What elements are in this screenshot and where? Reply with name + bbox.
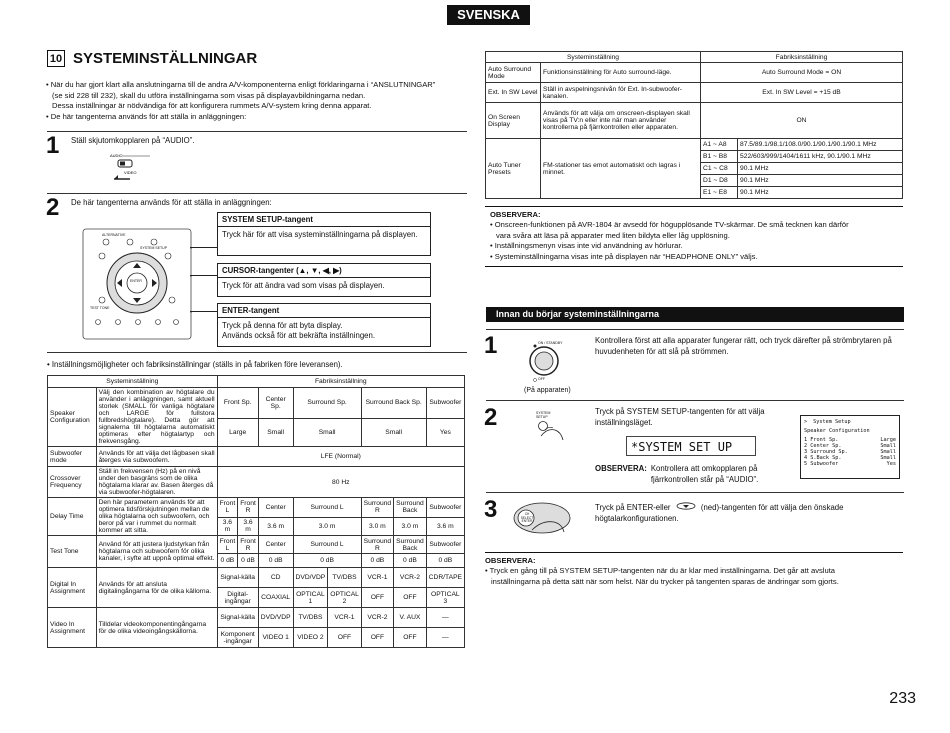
cell: 0 dB (426, 554, 464, 568)
table-row (48, 388, 465, 419)
cell: VIDEO 1 (258, 628, 293, 648)
step-text: Kontrollera först att alla apparater fungerar rätt, och tryck därefter på strömbrytaren på huvudenheten för att slå på strömmen. (595, 336, 892, 356)
observera-box (485, 206, 903, 267)
remote-label: SYSTEM SETUP (140, 246, 168, 250)
row-header: Signal-källa (217, 568, 258, 588)
remote-label: TEST TONE (90, 306, 110, 310)
leader-line (190, 311, 218, 312)
cursor-keys-box (217, 263, 431, 297)
cell: — (426, 628, 464, 648)
col-header: Front Sp. (217, 388, 258, 419)
section-title-text: SYSTEMINSTÄLLNINGAR (73, 50, 258, 67)
setting-desc: Tilldelar videokomponentingångarna för de olika videoingångskällorna. (96, 608, 217, 648)
cell: Large (217, 418, 258, 446)
cell: B1 ~ B8 (701, 151, 738, 163)
col-header: Center Sp. (258, 388, 293, 419)
observera-title: OBSERVERA: (490, 210, 541, 219)
setting-desc: Välj den kombination av högtalare du använder i anläggningen, samt aktuell storlek (SMALL för vanliga högtalare och LARGE för fullstora fullbredshögtalare). Detta gör att signalerna till högtalarna automatiskt optimeras efter högtalartyp och frekvensgång. (96, 388, 217, 447)
osd-item: 3 Surround Sp. (804, 449, 848, 455)
step-text-part: Tryck på ENTER-eller (595, 502, 671, 512)
table-header: Systeminställning (48, 376, 218, 388)
col-header: Subwoofer (426, 536, 464, 554)
step-text-part: (ned)-tangenten för att välja den önskade högtalarkonfigurationen. (595, 502, 844, 523)
key-box-title: SYSTEM SETUP-tangent (218, 213, 430, 227)
step-number: 2 (484, 404, 498, 431)
step-number: 2 (46, 194, 60, 221)
setting-name: Digital In Assignment (48, 568, 97, 608)
col-header: Surround R (361, 536, 394, 554)
col-header: Subwoofer (426, 388, 464, 419)
table-row (48, 447, 465, 467)
cell: OFF (328, 628, 361, 648)
cell: C1 ~ C8 (701, 163, 738, 175)
cell: DVD/VDP (258, 608, 293, 628)
cell: VCR-2 (361, 608, 394, 628)
cell: VCR-2 (394, 568, 427, 588)
key-label: SYSTEM SETUP (536, 411, 551, 419)
divider (47, 352, 467, 353)
col-header: Surround L (293, 536, 361, 554)
cell: Small (293, 418, 361, 446)
osd-cursor: > (804, 419, 808, 425)
cell: 87.5/89.1/98.1/108.0/90.1/90.1/90.1/90.1 MHz (738, 139, 903, 151)
cell: 0 dB (238, 554, 259, 568)
lcd-display: *SYSTEM SET UP (626, 436, 756, 456)
table-row (48, 498, 465, 518)
osd-item: 5 Subwoofer (804, 461, 839, 467)
divider (486, 329, 904, 330)
observera-line: • Inställningsmenyn visas inte vid användning av hörlurar. (490, 241, 683, 251)
cell: Yes (426, 418, 464, 446)
osd-title: System Setup (813, 419, 851, 425)
osd-value: Small (880, 443, 896, 449)
setting-desc: Används för att ansluta digitalingångarna för de olika källorna. (96, 568, 217, 608)
table-row (486, 139, 903, 151)
col-header: Front L (217, 498, 238, 518)
cell: 3.6 m (426, 517, 464, 535)
osd-item: 2 Center Sp. (804, 443, 842, 449)
system-setup-key-box (217, 212, 431, 256)
setting-desc: Används för att välja det lågbasen skall återges via subwoofern. (96, 447, 217, 467)
col-header: Center (258, 498, 293, 518)
setting-name: Crossover Frequency (48, 467, 97, 498)
row-header: Signal-källa (217, 608, 258, 628)
cell: OPTICAL 3 (426, 588, 464, 608)
cell: 3.0 m (293, 517, 361, 535)
intro-text (46, 80, 466, 122)
cell: Auto Surround Mode = ON (701, 63, 903, 83)
step-text: Ställ skjutomkopplaren på “AUDIO”. (71, 136, 195, 145)
setting-name: Speaker Configuration (48, 388, 97, 447)
cell: ON (701, 103, 903, 139)
enter-key-box (217, 303, 431, 347)
intro-line: (se sid 228 till 232), skall du utföra inställningarna som visas på displayavbildningarna nedan. (52, 90, 366, 100)
leader-line (190, 275, 218, 276)
osd-value: Large (880, 437, 896, 443)
osd-item: 1 Front Sp. (804, 437, 839, 443)
cell: 3.6 m (238, 517, 259, 535)
col-header: Surround Back (394, 498, 427, 518)
step-note (595, 464, 790, 485)
osd-value: Small (880, 449, 896, 455)
osd-value: Yes (886, 461, 896, 467)
off-label: OFF (538, 377, 545, 381)
key-box-text: Tryck på denna för att byta display. (222, 321, 343, 330)
step-number: 3 (484, 496, 498, 523)
osd-value: Small (880, 455, 896, 461)
col-header: Front L (217, 536, 238, 554)
osd-item: 4 S.Back Sp. (804, 455, 842, 461)
table-header: Systeminställning (486, 52, 701, 63)
cell: 90.1 MHz (738, 175, 903, 187)
cell: 90.1 MHz (738, 163, 903, 175)
key-box-title: ENTER-tangent (218, 304, 430, 318)
row-header: Digital-ingångar (217, 588, 258, 608)
key-label: CH SELECT ENTER (520, 512, 534, 524)
leader-line (190, 247, 218, 248)
observera-line: • Onscreen-funktionen på AVR-1804 är avsedd för högupplösande TV-skärmar. De små tecknen kan därför (490, 220, 849, 230)
cell: 3.0 m (394, 517, 427, 535)
section-title (47, 50, 257, 67)
cell: A1 ~ A8 (701, 139, 738, 151)
col-header: Center (258, 536, 293, 554)
setting-name: Subwoofer mode (48, 447, 97, 467)
right-settings-table (485, 51, 903, 199)
col-header: Front R (238, 536, 259, 554)
cell: 0 dB (258, 554, 293, 568)
remote-label: ENTER (130, 279, 142, 283)
divider (47, 193, 467, 194)
enter-key-illustration (512, 500, 582, 536)
cell: OFF (361, 628, 394, 648)
audio-label: AUDIO (110, 153, 123, 158)
power-button-illustration (522, 337, 577, 387)
intro-line: • De här tangenterna används för att ställa in anläggningen: (46, 111, 247, 121)
key-box-text: Tryck för att ändra vad som visas på displayen. (222, 281, 385, 290)
cell: — (426, 608, 464, 628)
table-row (486, 83, 903, 103)
observera-box-2 (485, 552, 903, 587)
observera-line: inställningarna på detta sätt när som helst. När du trycker på tangenten sparas de ändringar som gjorts. (491, 576, 839, 586)
col-header: Front R (238, 498, 259, 518)
language-tab: SVENSKA (447, 5, 530, 25)
step-number: 1 (46, 132, 60, 159)
remote-control-illustration (82, 228, 192, 340)
setting-name: Test Tone (48, 536, 97, 568)
settings-table (47, 375, 465, 648)
setting-desc: Ställ in frekvensen (Hz) på en nivå under den basgräns som de olika högtalarna klarar av. Basen återges då via subwoofer-högtalaren. (96, 467, 217, 498)
cell: TV/DBS (328, 568, 361, 588)
col-header: Surround L (293, 498, 361, 518)
cell: V. AUX (394, 608, 427, 628)
cell: Small (361, 418, 426, 446)
divider (486, 400, 904, 401)
cell: Small (258, 418, 293, 446)
onscreen-display (800, 415, 900, 479)
cell: OFF (361, 588, 394, 608)
before-settings-header: Innan du börjar systeminställningarna (486, 307, 904, 322)
col-header: Surround Back (394, 536, 427, 554)
divider (47, 131, 467, 132)
table-row (486, 63, 903, 83)
key-box-text: Tryck här för att visa systeminställningarna på displayen. (222, 230, 418, 239)
section-number: 10 (47, 50, 65, 67)
observera-title: OBSERVERA: (485, 556, 536, 565)
cell: E1 ~ E8 (701, 187, 738, 199)
audio-video-switch-illustration (110, 151, 170, 185)
intro-line: • När du har gjort klart alla anslutningarna till de andra A/V-komponenterna enligt förklaringarna i “ANSLUTNINGAR” (46, 80, 436, 89)
osd-line (804, 461, 896, 467)
key-box-title: CURSOR-tangenter (▲, ▼, ◀, ▶) (218, 264, 430, 278)
on-standby-label: ON / STANDBY (538, 341, 563, 345)
cell: OFF (394, 588, 427, 608)
cell: OPTICAL 1 (293, 588, 328, 608)
cell: LFE (Normal) (217, 447, 464, 467)
cell: 3.0 m (361, 517, 394, 535)
table-row (48, 568, 465, 588)
observera-line: • Systeminställningarna visas inte på displayen när “HEADPHONE ONLY” väljs. (490, 251, 758, 261)
cell: 0 dB (394, 554, 427, 568)
step-text: Tryck på SYSTEM SETUP-tangenten för att välja inställningsläget. (595, 407, 765, 427)
setting-desc: Den här parametern används för att optimera tidsförskjutningen mellan de olika högtalarna och subwoofern, och beror på var i rummet du normalt kommer att sitta. (96, 498, 217, 536)
cell: CD (258, 568, 293, 588)
cell: Ext. In SW Level = +15 dB (701, 83, 903, 103)
cell: 90.1 MHz (738, 187, 903, 199)
table-header: Fabriksinställning (701, 52, 903, 63)
cell: DVD/VDP (293, 568, 328, 588)
remote-label: ALTERNATIVE (102, 233, 126, 237)
note-text: Kontrollera att omkopplaren på fjärrkontrollen står på “AUDIO”. (650, 464, 759, 484)
osd-subtitle: Speaker Configuration (804, 428, 870, 434)
setting-name: Ext. In SW Level (486, 83, 541, 103)
table-row (48, 536, 465, 554)
cell: 80 Hz (217, 467, 464, 498)
cell: VCR-1 (361, 568, 394, 588)
cell: VIDEO 2 (293, 628, 328, 648)
step-caption: (På apparaten) (524, 387, 571, 394)
setting-name: Delay Time (48, 498, 97, 536)
col-header: Surround Sp. (293, 388, 361, 419)
intro-line: Dessa inställningar är nödvändiga för att konfigurera rummets A/V-system kring denna apparat. (52, 101, 372, 110)
setting-desc: Ställ in avspelningsnivån för Ext. In-subwoofer-kanalen. (541, 83, 701, 103)
setting-name: Video In Assignment (48, 608, 97, 648)
key-box-text: Används också för att bekräfta inställningen. (222, 331, 375, 340)
options-note: • Inställningsmöjligheter och fabriksinställningar (ställs in på fabriken före leveransen). (47, 360, 343, 369)
down-key-icon (676, 502, 696, 514)
cell: 522/603/999/1404/1611 kHz, 90.1/90.1 MHz (738, 151, 903, 163)
note-title: OBSERVERA: (595, 464, 647, 473)
table-row (48, 467, 465, 498)
divider (486, 492, 904, 493)
system-setup-key-illustration (531, 408, 573, 446)
setting-desc: Används för att välja om onscreen-displayen skall visas på TV:n eller inte när man använder kontrollerna på fjärrkontrollen eller apparaten. (541, 103, 701, 139)
cell: VCR-1 (328, 608, 361, 628)
table-row (486, 103, 903, 139)
row-header: Komponent -ingångar (217, 628, 258, 648)
cell: 0 dB (217, 554, 238, 568)
cell: 3.6 m (217, 517, 238, 535)
video-label: VIDEO (124, 170, 137, 175)
cell: OPTICAL 2 (328, 588, 361, 608)
cell: 0 dB (361, 554, 394, 568)
observera-line: vara svåra att läsa på apparater med liten bildyta eller låg upplösning. (496, 230, 730, 240)
step-number: 1 (484, 332, 498, 359)
cell: CDR/TAPE (426, 568, 464, 588)
setting-name: Auto Tuner Presets (486, 139, 541, 199)
cell: 0 dB (293, 554, 361, 568)
table-row (48, 608, 465, 628)
setting-name: On Screen Display (486, 103, 541, 139)
observera-line: • Tryck en gång till på SYSTEM SETUP-tangenten när du är klar med inställningarna. Det går att avsluta (485, 566, 836, 576)
step-text: De här tangenterna används för att ställa in anläggningen: (71, 198, 272, 207)
setting-name: Auto Surround Mode (486, 63, 541, 83)
col-header: Subwoofer (426, 498, 464, 518)
page-number: 233 (889, 690, 916, 707)
setting-desc: FM-stationer tas emot automatiskt och lagras i minnet. (541, 139, 701, 199)
cell: 3.6 m (258, 517, 293, 535)
col-header: Surround Back Sp. (361, 388, 426, 419)
cell: D1 ~ D8 (701, 175, 738, 187)
setting-desc: Funktionsinställning för Auto surround-läge. (541, 63, 701, 83)
step-text (595, 502, 903, 524)
table-header: Fabriksinställning (217, 376, 464, 388)
cell: OFF (394, 628, 427, 648)
cell: TV/DBS (293, 608, 328, 628)
cell: COAXIAL (258, 588, 293, 608)
col-header: Surround R (361, 498, 394, 518)
setting-desc: Använd för att justera ljudstyrkan från högtalarna och subwoofern för olika kanaler, i syfte att uppnå optimal effekt. (96, 536, 217, 568)
